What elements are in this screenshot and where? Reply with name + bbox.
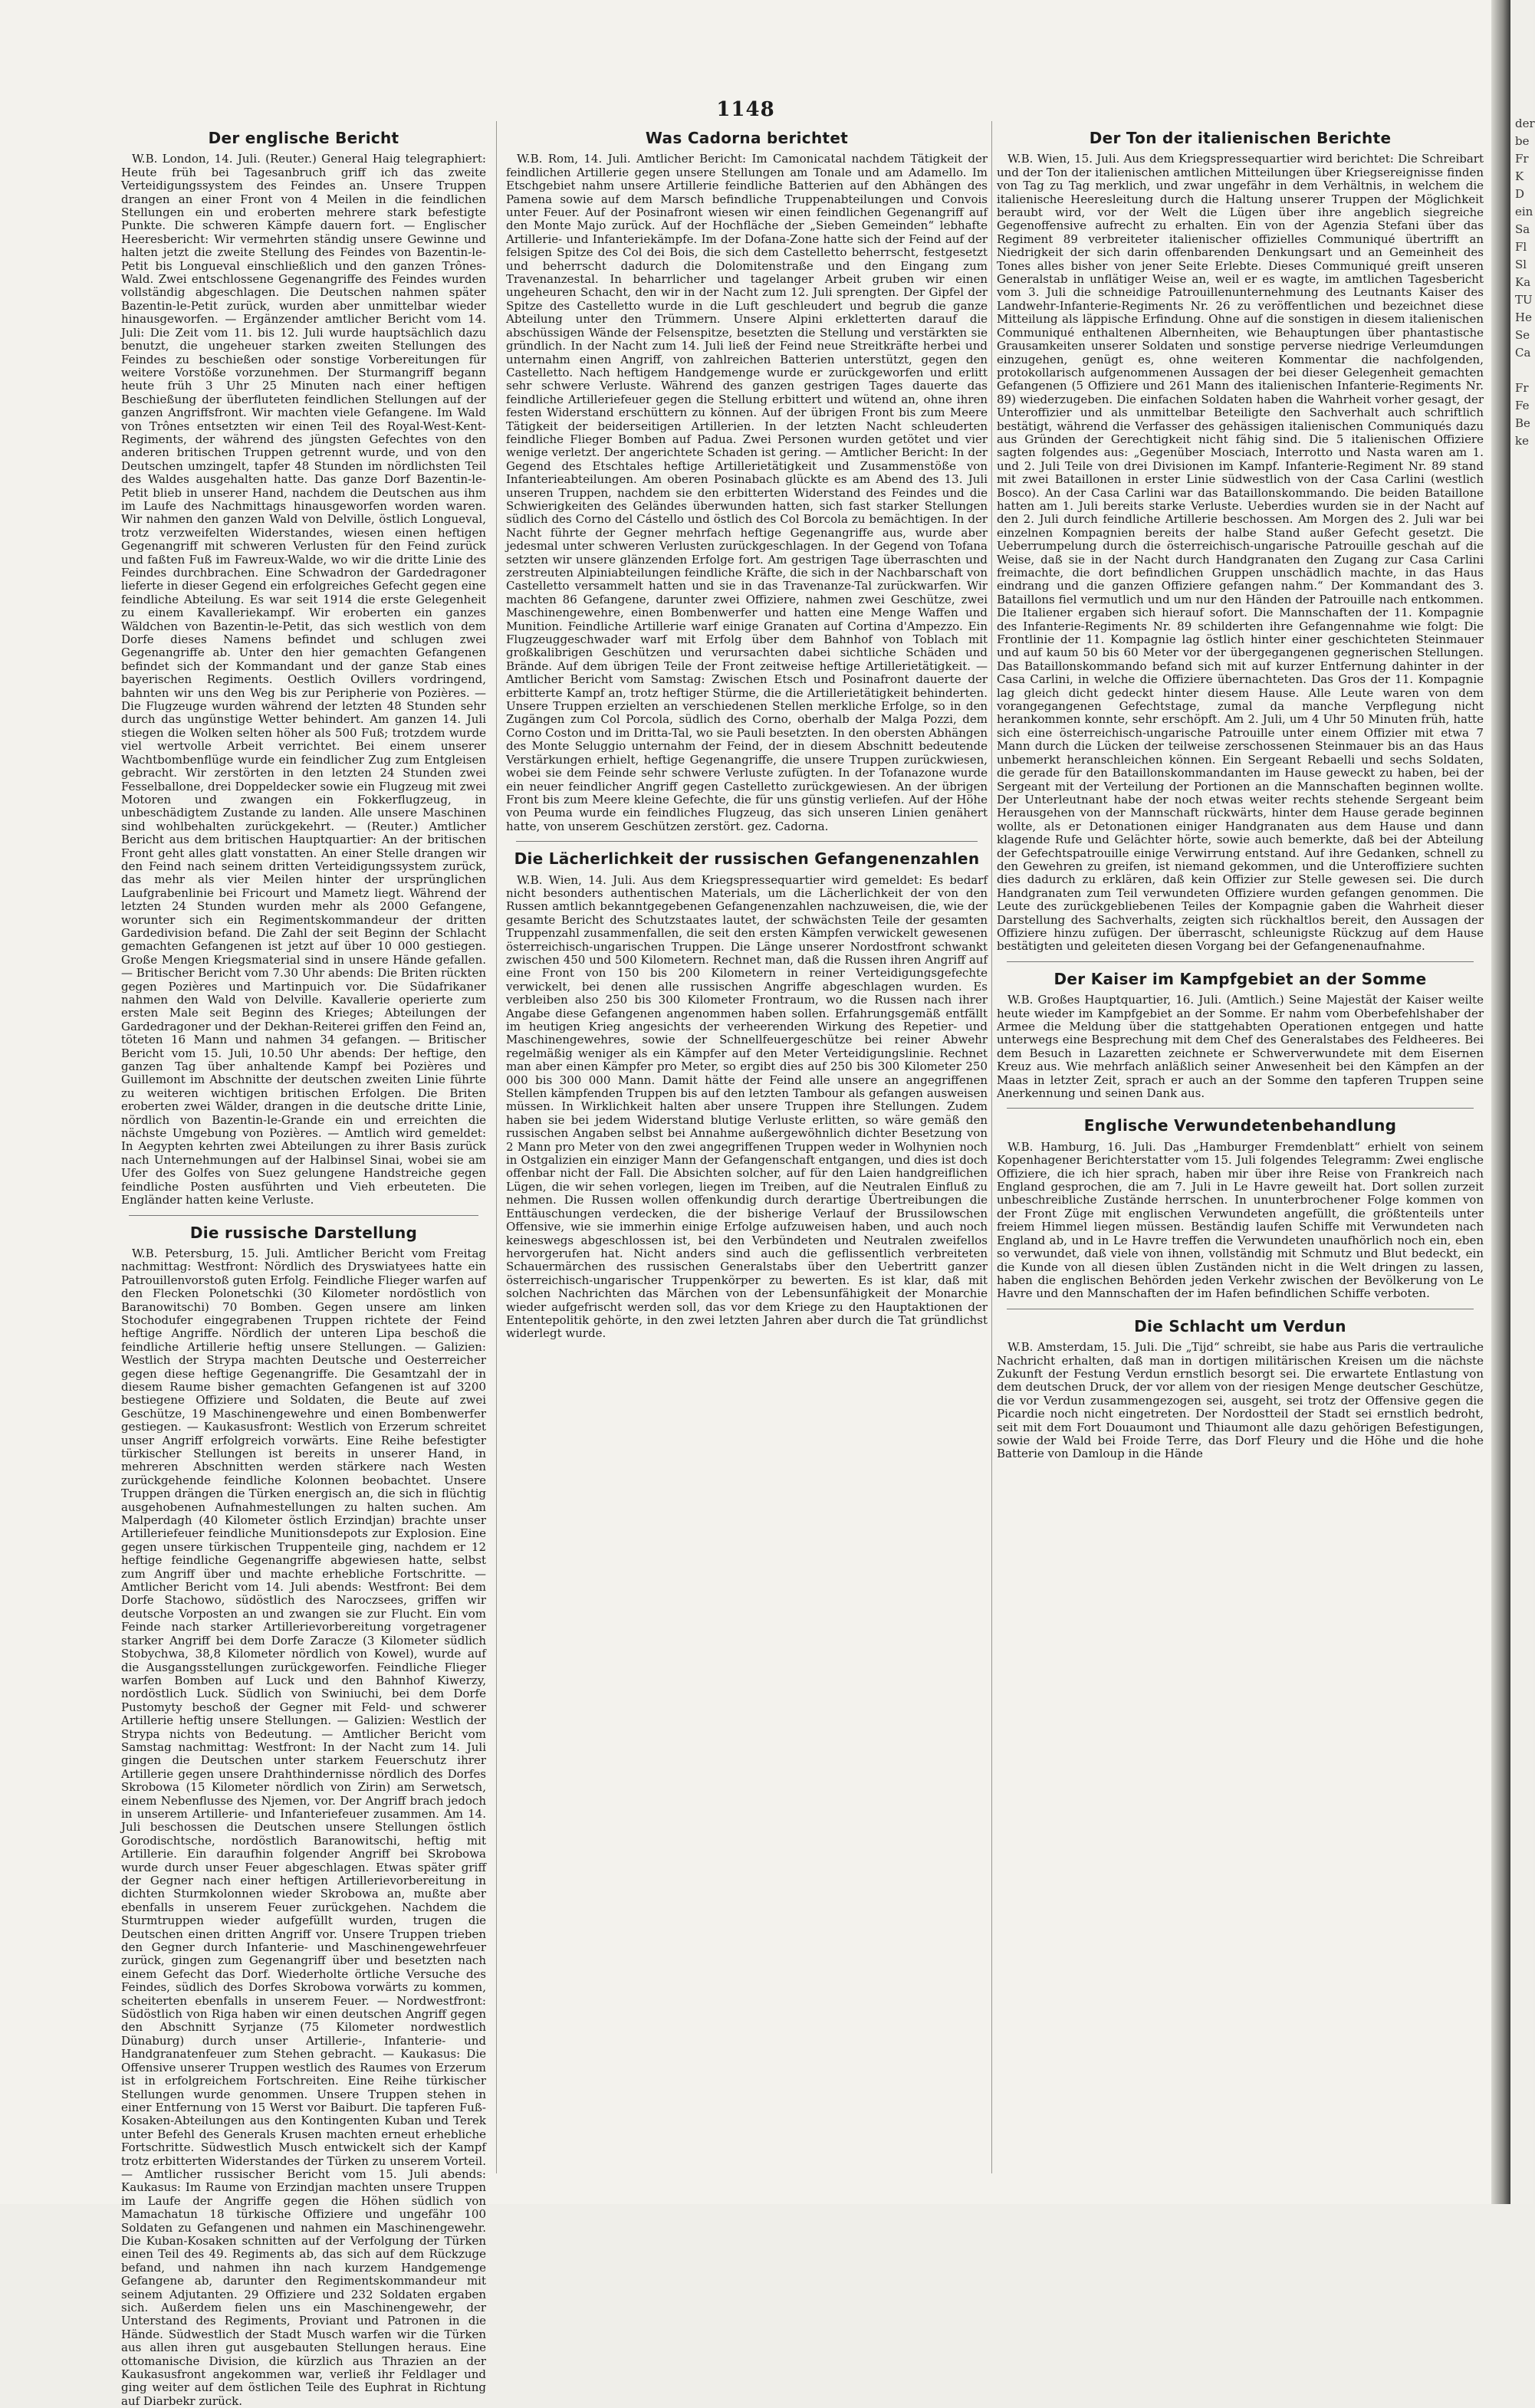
article-body-russische: W.B. Petersburg, 15. Juli. Amtlicher Bericht vom Freitag nachmittag: Westfront: Nördlich des Dryswiatyees hatte ein Patrouillenvorstoß guten Erfolg. Feindliche Flieger warfen auf den Flecken Polonetschki (30 Kilometer nordöstlich von Baranowitschi) 70 Bomben. Gegen unsere am linken Stochodufer eingegrabenen Truppen richtete der Feind heftige Angriffe. Nördlich der unteren Lipa beschoß die feindliche Artillerie heftig unsere Stellungen. — Galizien: Westlich der Strypa machten Deutsche und Oesterreicher gegen diese heftige Gegenangriffe. Die Gesamtzahl der in diesem Raume bisher gemachten Gefangenen ist auf 3200 bestiegene Offiziere und Soldaten, die Beute auf zwei Geschütze, 19 Maschinengewehre und einen Bombenwerfer gestiegen. — Kaukasusfront: Westlich von Erzerum schreitet unser Angriff erfolgreich vorwärts. Eine Reihe befestigter türkischer Stellungen ist bereits in unserer Hand, in mehreren Abschnitten werden stärkere nach Westen zurückgehende feindliche Kolonnen beobachtet. Unsere Truppen drängen die Türken energisch an, die sich in flüchtig ausgehobenen Aufnahmestellungen zu halten suchen. Am Malperdagh (40 Kilometer östlich Erzindjan) brachte unser Artilleriefeuer feindliche Munitionsdepots zur Explosion. Eine gegen unsere türkischen Truppenteile ging, nachdem er 12 heftige feindliche Gegenangriffe abgewiesen hatte, selbst zum Angriff über und machte erhebliche Fortschritte. — Amtlicher Bericht vom 14. Juli abends: Westfront: Bei dem Dorfe Stachowo, südöstlich des Naroczsees, griffen wir deutsche Vorposten an und zwangen sie zur Flucht. Ein vom Feinde nach starker Artillerievorbereitung vorgetragener starker Angriff bei dem Dorfe Zaracze (3 Kilometer südlich Stobychwa, 38,8 Kilometer nördlich von Kowel), wurde auf die Ausgangsstellungen zurückgeworfen. Feindliche Flieger warfen Bomben auf Luck und den Bahnhof Kiwerzy, nordöstlich Luck. Südlich von Swiniuchi, bei dem Dorfe Pustomyty beschoß der Gegner mit Feld- und schwerer Artillerie heftig unsere Stellungen. — Galizien: Westlich der Strypa nichts von Bedeutung. — Amtlicher Bericht vom Samstag nachmittag: Westfront: In der Nacht zum 14. Juli gingen die Deutschen unter starkem Feuerschutz ihrer Artillerie gegen unsere Drahthindernisse nördlich des Dorfes Skrobowa (15 Kilometer nördlich von Zirin) am Serwetsch, einem Nebenflusse des Njemen, vor. Der Angriff brach jedoch in unserem Artillerie- und Infanteriefeuer zusammen. Am 14. Juli beschossen die Deutschen unsere Stellungen östlich Gorodischtsche, nordöstlich Baranowitschi, heftig mit Artillerie. Ein daraufhin folgender Angriff bei Skrobowa wurde durch unser Feuer abgeschlagen. Etwas später griff der Gegner nach einer heftigen Artillerievorbereitung in dichten Sturmkolonnen wieder Skrobowa an, mußte aber ebenfalls in unserem Feuer zurückgehen. Nachdem die Sturmtruppen wieder aufgefüllt wurden, trugen die Deutschen einen dritten Angriff vor. Unsere Truppen trieben den Gegner durch Infanterie- und Maschinengewehrfeuer zurück, gingen zum Gegenangriff über und besetzten nach einem Gefecht das Dorf. Wiederholte örtliche Versuche des Feindes, südlich des Dorfes Skrobowa vorwärts zu kommen, scheiterten ebenfalls in unserem Feuer. — Nordwestfront: Südöstlich von Riga haben wir einen deutschen Angriff gegen den Abschnitt Syrjanze (75 Kilometer nordwestlich Dünaburg) durch unser Artillerie-, Infanterie- und Handgranatenfeuer zum Stehen gebracht. — Kaukasus: Die Offensive unserer Truppen westlich des Raumes von Erzerum ist in erfolgreichem Fortschreiten. Eine Reihe türkischer Stellungen wurde genommen. Unsere Truppen stehen in einer Entfernung von 15 Werst vor Baiburt. Die tapferen Fuß-Kosaken-Abteilungen aus den Kontingenten Kuban und Terek unter Befehl des Generals Krusen machten erneut erhebliche Fortschritte. Südwestlich Musch entwickelt sich der Kampf trotz erbitterten Widerstandes der Türken zu unserem Vorteil. — Amtlicher russischer Bericht vom 15. Juli abends: Kaukasus: Im Raume von Erzindjan machten unsere Truppen im Laufe der Angriffe gegen die Höhen südlich von Mamachatun 18 türkische Offiziere und ungefähr 100 Soldaten zu Gefangenen und nahmen ein Maschinengewehr. Die Kuban-Kosaken schnitten auf der Verfolgung der Türken einen Teil des 49. Regiments ab, das sich auf dem Rückzuge befand, und nahmen ihn nach kurzem Handgemenge Gefangene ab, darunter den Regimentskommandeur mit seinem Adjutanten. 29 Offiziere und 232 Soldaten ergaben sich. Außerdem fielen uns ein Maschinengewehr, der Unterstand des Regiments, Proviant und Patronen in die Hände. Südwestlich der Stadt Musch warfen wir die Türken aus allen ihren gut ausgebauten Stellungen heraus. Eine ottomanische Division, die kürzlich aus Thrazien an der Kaukasusfront angekommen war, verließ ihr Feldlager und ging weiter auf dem östlichen Teile des Euphrat in Richtung auf Diarbekr zurück. xyxy=(121,1246,486,2408)
article-title-verdun: Die Schlacht um Verdun xyxy=(1134,1316,1346,1335)
column-rule xyxy=(991,121,992,2173)
article-body-laecherlichkeit: W.B. Wien, 14. Juli. Aus dem Kriegspressequartier wird gemeldet: Es bedarf nicht besonders authentischen Materials, um die Lächerlichkeit der von den Russen amtlich bekanntgegebenen Gefangenenzahlen nachzuweisen, die, wie der gesamte Bericht des Schutzstaates lautet, der schwächsten Teile der gesamten Truppenzahl zusammenfallen, die seit den ersten Kämpfen verwickelt gewesenen österreichisch-ungarischen Truppen. Die Länge unserer Nordostfront schwankt zwischen 450 und 500 Kilometern. Rechnet man, daß die Russen ihren Angriff auf eine Front von 150 bis 200 Kilometern in reiner Verteidigungsgefechte verwickelt, bei denen alle russischen Angriffe abgeschlagen wurden. Es verbleiben also 250 bis 300 Kilometer Frontraum, wo die Russen nach ihrer Angabe diese Gefangenen angenommen haben sollen. Erfahrungsgemäß entfällt im heutigen Krieg angesichts der verheerenden Wirkung des Repetier- und Maschinengewehres, sowie der Schnellfeuergeschütze bei reiner Abwehr regelmäßig weniger als ein Kämpfer auf den Meter Verteidigungslinie. Rechnet man aber einen Kämpfer pro Meter, so ergibt dies auf 250 bis 300 Kilometer 250 000 bis 300 000 Mann. Damit hätte der Feind alle unsere an angegriffenen Stellen kämpfenden Truppen bis auf den letzten Tambour als gefangen ausweisen müssen. In Wirklichkeit halten aber unsere Truppen ihre Stellungen. Zudem haben sie bei jedem Widerstand blutige Verluste erlitten, so wäre gemäß den russischen Angaben selbst bei Annahme außergewöhnlich dichter Besetzung von 2 Mann pro Meter von den zwei angegriffenen Truppen weder in Wolhynien noch in Ostgalizien ein einziger Mann der Gefangenschaft entgangen, und dies ist doch offenbar nicht der Fall. Die Absichten solcher, auf für den Laien handgreiflichen Lügen, die wir sehen vorlegen, liegen im Treiben, auf die Neutralen Einfluß zu nehmen. Die Russen wollen offenkundig durch derartige Übertreibungen die Enttäuschungen verdecken, die der bisherige Verlauf der Brussilowschen Offensive, wie sie immerhin einige Erfolge aufzuweisen haben, und auch noch keineswegs abgeschlossen ist, bei den Verbündeten und Neutralen zweifellos hervorgerufen hat. Nicht anders sind auch die geflissentlich verbreiteten Schauermärchen des russischen Generalstabs über den Uebertritt ganzer österreichisch-ungarischer Truppenkörper zu bewerten. Es ist klar, daß mit solchen Nachrichten das Märchen von der Lebensunfähigkeit der Monarchie wieder aufgefrischt werden soll, das vor dem Kriege zu den Hauptaktionen der Ententepolitik gehörte, in den zwei letzten Jahren aber durch die Tat gründlichst widerlegt wurde. xyxy=(506,872,988,1341)
column-2 xyxy=(506,121,988,2173)
page-number: 1148 xyxy=(716,98,775,121)
article-divider xyxy=(1007,961,1474,962)
article-title-laecherlichkeit: Die Lächerlichkeit der russischen Gefangenenzahlen xyxy=(514,849,980,869)
article-title-kaiser: Der Kaiser im Kampfgebiet an der Somme xyxy=(1053,969,1427,988)
article-body-englische: W.B. London, 14. Juli. (Reuter.) General Haig telegraphiert: Heute früh bei Tagesanbruch griff ich das zweite Verteidigungssystem des Feindes an. Unsere Truppen drangen an einer Front von 4 Meilen in die feindlichen Stellungen ein und eroberten mehrere stark befestigte Punkte. Die schweren Kämpfe dauern fort. — Englischer Heeresbericht: Wir vermehrten ständig unsere Gewinne und halten jetzt die zweite Stellung des Feindes von Bazentin-le-Petit bis Longueval einschließlich und den ganzen Trônes-Wald. Zwei entschlossene Gegenangriffe des Feindes wurden vollständig abgeschlagen. Die Deutschen nahmen später Bazentin-le-Petit zurück, wurden aber unmittelbar wieder hinausgeworfen. — Ergänzender amtlicher Bericht vom 14. Juli: Die Zeit vom 11. bis 12. Juli wurde hauptsächlich dazu benutzt, die ungeheuer starken zweiten Stellungen des Feindes zu beschießen oder sonstige Vorbereitungen für weitere Vorstöße vorzunehmen. Der Sturmangriff begann heute früh 3 Uhr 25 Minuten nach einer heftigen Beschießung der überfluteten feindlichen Stellungen auf der ganzen Angriffsfront. Wir machten viele Gefangene. Im Wald von Trônes entsetzten wir einen Teil des Royal-West-Kent-Regiments, der während des jüngsten Gefechtes von den anderen britischen Truppen getrennt wurde, und von den Deutschen umzingelt, tapfer 48 Stunden im nördlichsten Teil des Waldes ausgehalten hatte. Das ganze Dorf Bazentin-le-Petit blieb in unserer Hand, nachdem die Deutschen aus ihm im Laufe des Nachmittags hinausgeworfen worden waren. Wir nahmen den ganzen Wald von Delville, östlich Longueval, trotz verzweifelten Widerstandes, wiesen einen heftigen Gegenangriff mit schweren Verlusten für den Feind zurück und faßten Fuß im Fawreux-Walde, wo wir die dritte Linie des Feindes durchbrachen. Eine Schwadron der Gardedragoner lieferte in dieser Gegend ein erfolgreiches Gefecht gegen eine feindliche Abteilung. Es war seit 1914 die erste Gelegenheit zu einem Kavalleriekampf. Wir eroberten ein ganzes Wäldchen von Bazentin-le-Petit, das sich westlich von dem Dorfe dieses Namens befindet und schlugen zwei Gegenangriffe ab. Unter den hier gemachten Gefangenen befindet sich der Kommandant und der ganze Stab eines bayerischen Regiments. Oestlich Ovillers vordringend, bahnten wir uns den Weg bis zur Peripherie von Pozières. — Die Flugzeuge wurden während der letzten 48 Stunden sehr durch das ungünstige Wetter behindert. Am ganzen 14. Juli stiegen die Wolken selten höher als 500 Fuß; trotzdem wurde viel wertvolle Arbeit verrichtet. Bei einem unserer Wachtbombenflüge wurde ein feindlicher Zug zum Entgleisen gebracht. Wir zerstörten in den letzten 24 Stunden zwei Fesselballone, drei Doppeldecker sowie ein Flugzeug mit zwei Motoren und zwangen ein Fokkerflugzeug, in unbeschädigtem Zustande zu landen. Alle unsere Maschinen sind wohlbehalten zurückgekehrt. — (Reuter.) Amtlicher Bericht aus dem britischen Hauptquartier: An der britischen Front geht alles glatt vonstatten. An einer Stelle drangen wir den Feind nach seinem dritten Verteidigungssystem zurück, das mehr als vier Meilen hinter der ursprünglichen Laufgrabenlinie bei Fricourt und Mametz liegt. Während der letzten 24 Stunden wurden mehr als 2000 Gefangene, worunter sich ein Regimentskommandeur der dritten Gardedivision befand. Die Zahl der seit Beginn der Schlacht gemachten Gefangenen ist jetzt auf über 10 000 gestiegen. Große Mengen Kriegsmaterial sind in unsere Hände gefallen. — Britischer Bericht vom 7.30 Uhr abends: Die Briten rückten gegen Pozières und Martinpuich vor. Die Südafrikaner nahmen den Wald von Delville. Kavallerie operierte zum ersten Male seit Beginn des Krieges; Abteilungen der Gardedragoner und der Dekhan-Reiterei griffen den Feind an, töteten 16 Mann und nahmen 34 gefangen. — Britischer Bericht vom 15. Juli, 10.50 Uhr abends: Der heftige, den ganzen Tag über anhaltende Kampf bei Pozières und Guillemont im Abschnitte der deutschen zweiten Linie führte zu weiteren wichtigen britischen Erfolgen. Die Briten eroberten zwei Wälder, drangen in die deutsche dritte Linie, nördlich von Bazentin-le-Grande ein und erreichten die nächste Umgebung von Pozières. — Amtlich wird gemeldet: In Aegypten kehrten zwei Abteilungen zu ihrer Basis zurück nach Unternehmungen auf der Halbinsel Sinai, wobei sie am Ufer des Golfes von Suez gelungene Handstreiche gegen feindliche Posten ausführten und Vieh erbeuteten. Die Engländer hatten keine Verluste. xyxy=(121,152,486,1207)
article-body-cadorna: W.B. Rom, 14. Juli. Amtlicher Bericht: Im Camonicatal nachdem Tätigkeit der feindlichen Artillerie gegen unsere Stellungen am Tonale und am Adamello. Im Etschgebiet nahm unsere Artillerie feindliche Batterien auf den Abhängen des Pamena sowie auf dem Marsch befindliche Truppenabteilungen und Convois unter Feuer. Auf der Posinafront wiesen wir einen feindlichen Gegenangriff auf den Monte Majo zurück. Auf der Hochfläche der „Sieben Gemeinden“ lebhafte Artillerie- und Infanteriekämpfe. Im der Dofana-Zone hatte sich der Feind auf der felsigen Spitze des Col dei Bois, die sich dem Castelletto beherrscht, festgesetzt und beherrscht dadurch die Dolomitenstraße und den Eingang zum Travenanzestal. In beharrlicher und tagelanger Arbeit gruben wir einen ungeheuren Schacht, den wir in der Nacht zum 12. Juli sprengten. Der Gipfel der Spitze des Castelletto wurde in die Luft geschleudert und begrub die ganze Abteilung unter den Trümmern. Unsere Alpini erkletterten darauf die abschüssigen Wände der Felsenspitze, besetzten die Stellung und verstärkten sie gründlich. In der Nacht zum 14. Juli ließ der Feind neue Streitkräfte herbei und unternahm einen Angriff, von zahlreichen Batterien unterstützt, gegen den Castelletto. Nach heftigem Handgemenge wurde er zurückgeworfen und erlitt sehr schwere Verluste. Während des ganzen gestrigen Tages dauerte das feindliche Artilleriefeuer gegen die Stellung erbittert und wütend an, ohne ihren festen Widerstand erschüttern zu können. Auf der übrigen Front bis zum Meere Tätigkeit der beiderseitigen Artillerien. In der letzten Nacht schleuderten feindliche Flieger Bomben auf Padua. Zwei Personen wurden getötet und vier wenige verletzt. Der angerichtete Schaden ist gering. — Amtlicher Bericht: In der Gegend des Etschtales heftige Artillerietätigkeit und Zusammenstöße von Infanterieabteilungen. Am oberen Posinabach glückte es am Abend des 13. Juli unseren Truppen, nachdem sie den erbitterten Widerstand des Feindes und die Schwierigkeiten des Geländes überwunden hatten, sich fast starker Stellungen südlich des Corno del Cástello und östlich des Col Borcola zu bemächtigen. In der Nacht führte der Gegner mehrfach heftige Gegenangriffe aus, wurde aber jedesmal unter schweren Verlusten zurückgeschlagen. In der Gegend von Tofana setzten wir unsere glänzenden Erfolge fort. Am gestrigen Tage überraschten und zerstreuten Alpiniabteilungen feindliche Kräfte, die sich in der Nachbarschaft von Castelletto versammelt hatten und sie in das Travenanze-Tal zurückwarfen. Wir machten 86 Gefangene, darunter zwei Offiziere, nahmen zwei Geschütze, zwei Maschinengewehre, einen Bombenwerfer und hatten eine Menge Waffen und Munition. Feindliche Artillerie warf einige Granaten auf Cortina d'Ampezzo. Ein Flugzeuggeschwader warf mit Erfolg über dem Bahnhof von Toblach mit großkalibrigen Geschützen und verursachten dabei sichtliche Schäden und Brände. Auf dem übrigen Teile der Front zeitweise heftige Artillerietätigkeit. — Amtlicher Bericht vom Samstag: Zwischen Etsch und Posinafront dauerte der erbitterte Kampf an, trotz heftiger Stürme, die die Artillerietätigkeit behinderten. Unsere Truppen erzielten an verschiedenen Stellen merkliche Erfolge, so in den Zugängen zum Col Porcola, südlich des Corno, oberhalb der Malga Pozzi, dem Corno Coston und im Dritta-Tal, wo sie Pauli besetzten. In den obersten Abhängen des Monte Seluggio unternahm der Feind, der in diesem Abschnitt bedeutende Verstärkungen erhielt, heftige Gegenangriffe, die unsere Truppen zurückwiesen, wobei sie dem Feinde sehr schwere Verluste zufügten. In der Tofanazone wurde ein neuer feindlicher Angriff gegen Castelletto zurückgewiesen. An der übrigen Front bis zum Meere kleine Gefechte, die für uns günstig verliefen. Auf der Höhe von Peuma wurde ein feindliches Flugzeug, das sich unseren Linien genähert hatte, von unserem Geschützen zerstört. gez. Cadorna. xyxy=(506,152,988,833)
article-body-kaiser: W.B. Großes Hauptquartier, 16. Juli. (Amtlich.) Seine Majestät der Kaiser weilte heute wieder im Kampfgebiet an der Somme. Er nahm vom Oberbefehlshaber der Armee die Meldung über die stattgehabten Operationen entgegen und hatte unterwegs eine Besprechung mit dem Chef des Generalstabes des Feldheeres. Bei dem Besuch in Lazaretten zeichnete er Schwerverwundete mit dem Eisernen Kreuz aus. Wie mehrfach anläßlich seiner Anwesenheit bei den Kämpfen an der Maas in letzter Zeit, sprach er auch an der Somme den tapferen Truppen seine Anerkennung und seinen Dank aus. xyxy=(997,993,1484,1101)
article-divider xyxy=(129,1215,479,1216)
article-divider xyxy=(1007,1108,1474,1109)
article-title-englische: Der englische Bericht xyxy=(208,129,399,147)
article-title-verwundeten: Englische Verwundetenbehandlung xyxy=(1083,1116,1397,1135)
column-rule xyxy=(496,121,497,2173)
article-title-russische: Die russische Darstellung xyxy=(189,1223,418,1242)
book-gutter-shadow xyxy=(1491,0,1510,2204)
article-title-italienische: Der Ton der italienischen Berichte xyxy=(1089,129,1392,147)
column-1 xyxy=(121,121,486,2408)
article-body-verwundeten: W.B. Hamburg, 16. Juli. Das „Hamburger Fremdenblatt“ erhielt von seinem Kopenhagener Berichterstatter vom 15. Juli folgendes Telegramm: Zwei englische Offiziere, die ich hier sprach, haben mir über ihre Reise von Frankreich nach England gesprochen, die am 7. Juli in Le Havre geweilt hat. Dort sollen zurzeit unbeschreibliche Zustände herrschen. In ununterbrochener Folge kommen von der Front Züge mit englischen Verwundeten angefüllt, die größtenteils unter freiem Himmel liegen müssen. Beständig laufen Schiffe mit Verwundeten nach England ab, und in Le Havre treffen die Verwundeten unaufhörlich noch ein, eben so verwundet, daß viele von ihnen, vollständig mit Schmutz und Blut bedeckt, ein die Kunde von all diesen üblen Zuständen nicht in die Welt dringen zu lassen, haben die englischen Behörden jeden Verkehr zwischen der Bevölkerung von Le Havre und den Mannschaften der im Hafen befindlichen Schiffe verboten. xyxy=(997,1139,1484,1301)
article-body-italienische: W.B. Wien, 15. Juli. Aus dem Kriegspressequartier wird berichtet: Die Schreibart und der Ton der italienischen amtlichen Mitteilungen über Kriegsereignisse finden von Tag zu Tag merklich, und zwar ungefähr in dem Verhältnis, in welchem die italienische Heeresleitung durch die Haltung unserer Truppen der Möglichkeit beraubt wird, vor der Welt die Lügen über ihre angeblich siegreiche Gegenoffensive aufrecht zu erhalten. Ein von der Agenzia Stefani über das Regiment 89 verbreiteter italienischer offizielles Communiqué übertrifft an Niedrigkeit der sich darin offenbarenden Denkungsart und an Gemeinheit des Tones alles bisher von jener Seite Erlebte. Dieses Communiqué greift unseren Generalstab in unflätiger Weise an, weil er es wagte, im amtlichen Tagesbericht vom 3. Juli die schneidige Patrouillenunternehmung des Leutnants Kaiser des Landwehr-Infanterie-Regiments Nr. 26 zu veröffentlichen und bezeichnet diese Mitteilung als läppische Erfindung. Ohne auf die sonstigen in diesem italienischen Communiqué enthaltenen Albernheiten, wie Behauptungen über phantastische Grausamkeiten unserer Soldaten und sonstige perverse niedrige Verleumdungen einzugehen, genügt es, ohne weiteren Kommentar die nachfolgenden, protokollarisch aufgenommenen Aussagen der bei dieser Gelegenheit gemachten Gefangenen (5 Offiziere und 261 Mann des italienischen Infanterie-Regiments Nr. 89) wiederzugeben. Die einfachen Soldaten haben die Wahrheit vorher gesagt, der Unteroffizier und als unmittelbar Beteiligte den Sachverhalt auch schriftlich bestätigt, während die Verfasser des gehässigen italienischen Communiqués dazu aus Gründen der Gerechtigkeit nicht fähig sind. Die 5 italienischen Offiziere sagten folgendes aus: „Gegenüber Mosciach, Interrotto und Nasta waren am 1. und 2. Juli Teile von drei Divisionen im Kampf. Infanterie-Regiment Nr. 89 stand mit zwei Bataillonen in erster Linie südwestlich von der Casa Carlini (westlich Bosco). An der Casa Carlini war das Bataillonskommando. Die beiden Bataillone hatten am 1. Juli bereits starke Verluste. Ueberdies wurden sie in der Nacht auf den 2. Juli durch feindliche Artillerie beschossen. Am Morgen des 2. Juli war bei einzelnen Kompagnien bereits der halbe Stand außer Gefecht gesetzt. Die Ueberrumpelung durch die österreichisch-ungarische Patrouille geschah auf die Weise, daß sie in der Nacht durch Handgranaten den Zugang zur Casa Carlini freimachte, die dort befindlichen Gruppen unschädlich machte, in das Haus eindrang und die ganzen Offiziere gefangen nahm.“ Der Kommandant des 3. Bataillons fiel vermutlich und um nur den Händen der Patrouille nach entkommen. Die Italiener ergaben sich hierauf sofort. Die Mannschaften der 11. Kompagnie des Infanterie-Regiments Nr. 89 schilderten ihre Gefangennahme wie folgt: Die Frontlinie der 11. Kompagnie lag östlich hinter einer geschichteten Steinmauer und auf kaum 50 bis 60 Meter vor der übergegangenen gegnerischen Stellungen. Das Bataillonskommando befand sich mit auf kurzer Entfernung dahinter in der Casa Carlini, in welche die Offiziere übernachteten. Das Gros der 11. Kompagnie lag gleich dicht gedeckt hinter diesem Hause. Alle Leute waren von dem vorangegangenen Gefechtstage, zumal da manche Verpflegung nicht herankommen konnte, sehr erschöpft. Am 2. Juli, um 4 Uhr 50 Minuten früh, hatte sich eine österreichisch-ungarische Patrouille unter einem Offizier mit etwa 7 Mann durch die Lücken der teilweise zerschossenen Steinmauer bis an das Haus unbemerkt heranschleichen können. Ein Sergeant Rebaelli und sechs Soldaten, die gerade für den Bataillonskommandanten im Hause geweckt zu haben, bei der Sergeant mit der Verteilung der Portionen an die Mannschaften beginnen wollte. Der Unterleutnant habe der noch etwas weiter rechts stehende Sergeant beim Herausgehen von der Mannschaft rückwärts, hinter dem Hause gerade beginnen wollte, als er Detonationen einiger Handgranaten aus dem Hause und dann klagende Rufe und Gelächter hörte, sowie auch bemerkte, daß bei der Abteilung der Gefechtspatrouille einige Verwirrung entstand. Auf ihre Gedanken, schnell zu den Gewehren zu greifen, ist niemand gekommen, und die Unteroffiziere suchten dies dadurch zu erklären, daß kein Offizier zur Stelle gewesen sei. Die durch Handgranaten zum Teil verwundeten Offiziere wurden gefangen genommen. Die Leute des zurückgebliebenen Teiles der Kompagnie gaben die Wahrheit dieser Darstellung des Sachverhalts, zeigten sich rückhaltlos bereit, den Aussagen der Offiziere hinzu zufügen. Der überrascht, schleunigste Rückzug auf dem Hause bestätigten und geleiteten diesen Vorgang bei der Gefangenenaufnahme. xyxy=(997,152,1484,954)
article-divider xyxy=(516,841,978,842)
column-3 xyxy=(997,121,1484,2173)
article-body-verdun: W.B. Amsterdam, 15. Juli. Die „Tijd“ schreibt, sie habe aus Paris die vertrauliche Nachricht erhalten, daß man in dortigen militärischen Kreisen um die nächste Zukunft der Festung Verdun ernstlich besorgt sei. Die erwartete Entlastung von dem deutschen Druck, der vor allem von der riesigen Menge deutscher Geschütze, die vor Verdun zusammengezogen sei, ausgeht, sei trotz der Offensive gegen die Picardie noch nicht eingetreten. Der Nordostteil der Stadt sei ernstlich bedroht, seit mit dem Fort Douaumont und Thiaumont alle dazu gehörigen Befestigungen, sowie der Wald bei Froide Terre, das Dorf Fleury und die Höhe und die hohe Batterie von Damloup in die Hände xyxy=(997,1340,1484,1461)
article-title-cadorna: Was Cadorna berichtet xyxy=(645,129,849,147)
next-page-edge xyxy=(1510,0,1533,2204)
next-page-fragment: der be Fr K D ein Sa Fl Sl Ka TU He Se Ca Fr Fe Be ke xyxy=(1515,117,1535,448)
